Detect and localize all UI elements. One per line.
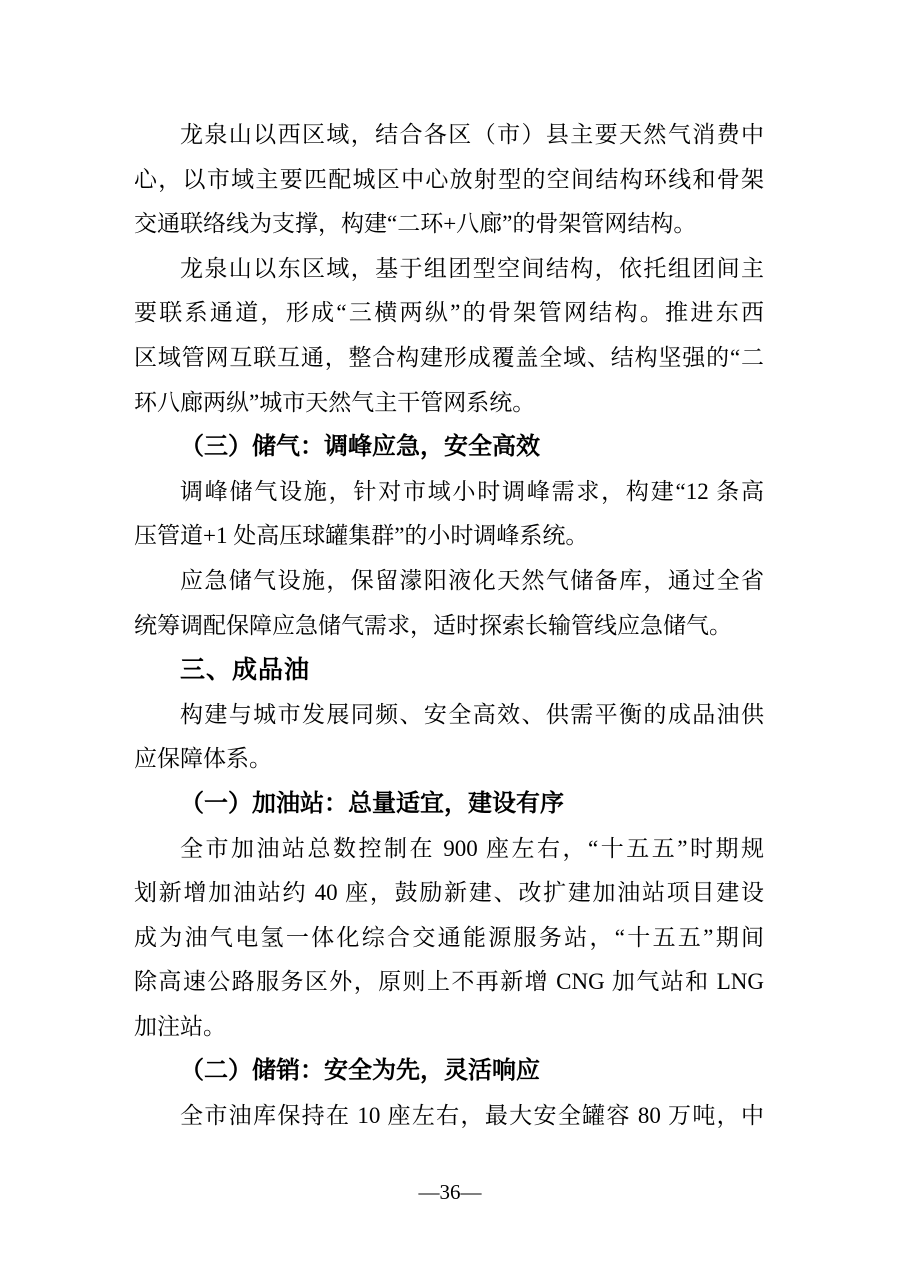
body-text-line: 划新增加油站约 40 座，鼓励新建、改扩建加油站项目建设 bbox=[134, 880, 764, 906]
page-number: —36— bbox=[418, 1180, 482, 1204]
subsection-heading-gas-station: （一）加油站：总量适宜，建设有序 bbox=[180, 790, 564, 817]
body-text-line: 压管道+1 处高压球罐集群”的小时调峰系统。 bbox=[134, 523, 589, 549]
body-text-line: 全市加油站总数控制在 900 座左右，“十五五”时期规 bbox=[180, 835, 764, 861]
section-heading-refined-oil: 三、成品油 bbox=[180, 656, 311, 685]
body-text-line: 构建与城市发展同频、安全高效、供需平衡的成品油供 bbox=[180, 701, 764, 727]
body-text-line: 除高速公路服务区外，原则上不再新增 CNG 加气站和 LNG bbox=[134, 969, 764, 995]
body-text-line: 龙泉山以西区域，结合各区（市）县主要天然气消费中 bbox=[180, 122, 764, 147]
body-text-line: 龙泉山以东区域，基于组团型空间结构，依托组团间主 bbox=[180, 255, 764, 281]
body-text-line: 交通联络线为支撑，构建“二环+八廊”的骨架管网结构。 bbox=[134, 211, 697, 237]
body-text-line: 应急储气设施，保留濛阳液化天然气储备库，通过全省 bbox=[180, 567, 764, 593]
subsection-heading-storage-gas: （三）储气：调峰应急，安全高效 bbox=[180, 434, 540, 461]
subsection-heading-storage-sales: （二）储销：安全为先，灵活响应 bbox=[180, 1058, 540, 1085]
body-text-line: 应保障体系。 bbox=[134, 746, 272, 772]
document-body bbox=[134, 113, 764, 1139]
body-text-line: 调峰储气设施，针对市域小时调峰需求，构建“12 条高 bbox=[180, 478, 764, 504]
body-text-line: 心，以市域主要匹配城区中心放射型的空间结构环线和骨架 bbox=[134, 166, 764, 192]
body-text-line: 要联系通道，形成“三横两纵”的骨架管网结构。推进东西 bbox=[134, 300, 764, 326]
body-text-line: 区域管网互联互通，整合构建形成覆盖全域、结构坚强的“二 bbox=[134, 344, 764, 370]
body-text-line: 成为油气电氢一体化综合交通能源服务站，“十五五”期间 bbox=[134, 924, 764, 950]
body-text-line: 全市油库保持在 10 座左右，最大安全罐容 80 万吨，中 bbox=[180, 1103, 764, 1129]
body-text-line: 加注站。 bbox=[134, 1013, 226, 1039]
body-text-line: 环八廊两纵”城市天然气主干管网系统。 bbox=[134, 389, 536, 415]
body-text-line: 统筹调配保障应急储气需求，适时探索长输管线应急储气。 bbox=[134, 612, 732, 638]
